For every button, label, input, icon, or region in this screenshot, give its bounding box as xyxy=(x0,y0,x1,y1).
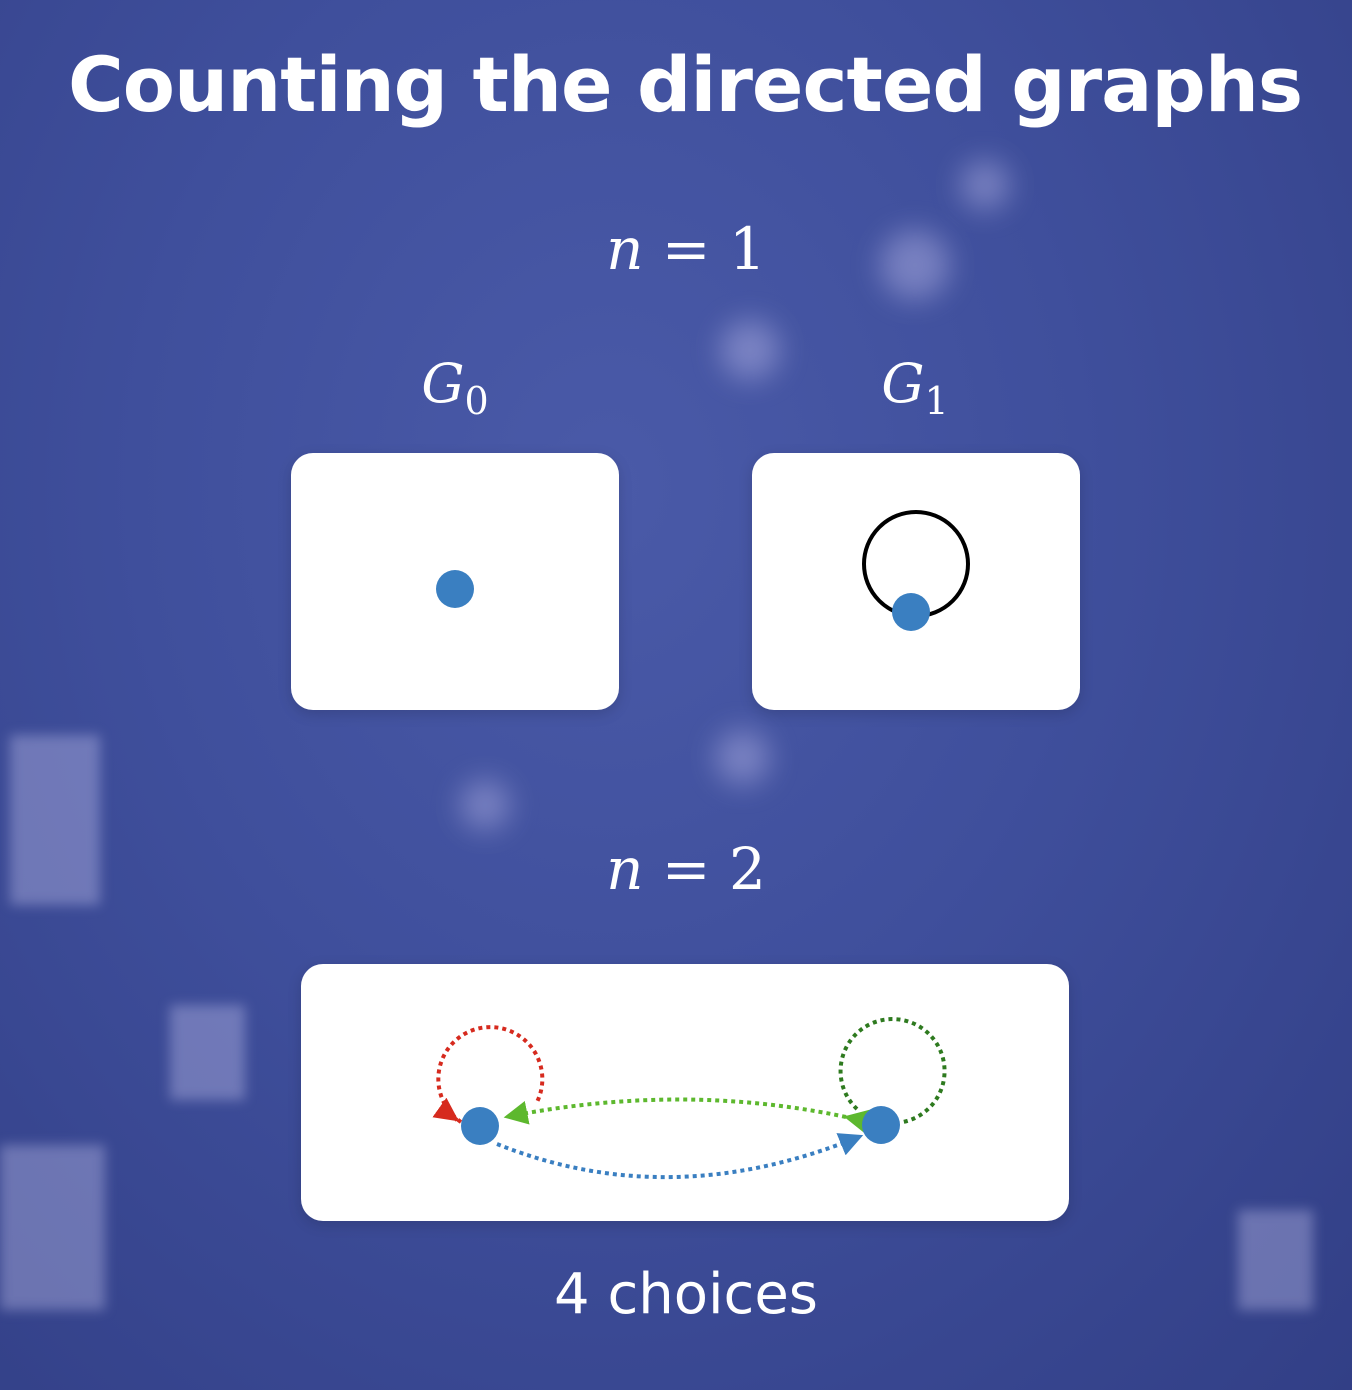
graph-subscript: 0 xyxy=(464,379,489,423)
graph-card-n2 xyxy=(301,964,1069,1221)
equals-sign: = xyxy=(661,835,711,903)
bokeh-light xyxy=(880,230,950,300)
equation-n-1 xyxy=(606,215,766,283)
bokeh-rect xyxy=(0,1145,105,1310)
graph-card-g1 xyxy=(752,453,1080,710)
bokeh-light xyxy=(720,320,780,380)
bokeh-light xyxy=(960,160,1010,210)
page-title: Counting the directed graphs xyxy=(68,40,1303,129)
graph-symbol: G xyxy=(421,352,465,415)
self-loop-edge-right xyxy=(841,1019,945,1122)
graph-g1-drawing xyxy=(752,453,1080,710)
node-left xyxy=(461,1107,499,1145)
n-value: 2 xyxy=(728,835,766,903)
node-right xyxy=(862,1106,900,1144)
graph-g0-drawing xyxy=(291,453,619,710)
graph-subscript: 1 xyxy=(924,379,949,423)
bokeh-light xyxy=(715,730,770,785)
graph-symbol: G xyxy=(881,352,925,415)
n-variable: n xyxy=(606,835,644,903)
edge-between-nodes-bottom xyxy=(497,1136,861,1177)
graph-n2-drawing xyxy=(301,964,1069,1221)
bokeh-rect xyxy=(10,735,100,905)
n-variable: n xyxy=(606,215,644,283)
self-loop-edge-left xyxy=(438,1027,542,1122)
choices-caption: 4 choices xyxy=(554,1262,818,1327)
bokeh-rect xyxy=(170,1005,245,1100)
node xyxy=(436,570,474,608)
node xyxy=(892,593,930,631)
edge-between-nodes-top xyxy=(506,1100,846,1118)
n-value: 1 xyxy=(728,215,766,283)
graph-label-g1 xyxy=(881,352,948,423)
graph-label-g0 xyxy=(421,352,488,423)
bokeh-rect xyxy=(1238,1210,1313,1310)
equals-sign: = xyxy=(661,215,711,283)
graph-card-g0 xyxy=(291,453,619,710)
bokeh-light xyxy=(460,780,510,830)
equation-n-2 xyxy=(606,835,766,903)
